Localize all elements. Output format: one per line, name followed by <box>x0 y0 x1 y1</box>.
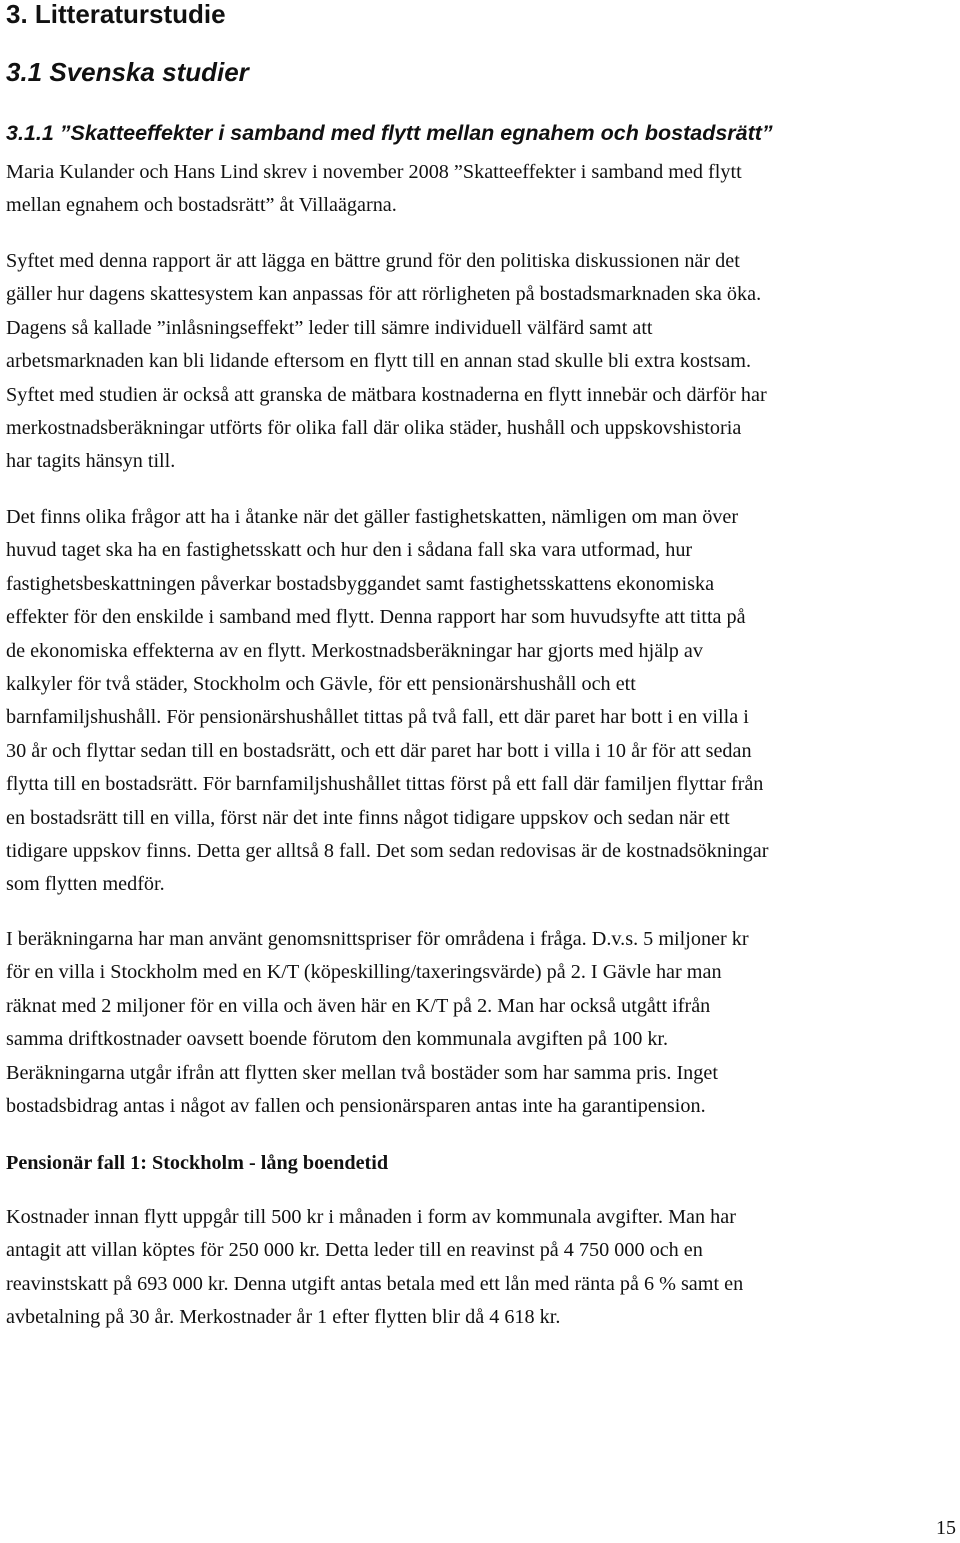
purpose-paragraph <box>6 245 960 479</box>
paragraph-line: för en villa i Stockholm med en K/T (köpeskilling/taxeringsvärde) på 2. I Gävle har man <box>6 961 722 984</box>
paragraph-line: antagit att villan köptes för 250 000 kr. Detta leder till en reavinst på 4 750 000 och en <box>6 1239 703 1262</box>
paragraph-line: huvud taget ska ha en fastighetsskatt och hur den i sådana fall ska vara utformad, hur <box>6 539 693 562</box>
paragraph-line: effekter för den enskilde i samband med flytt. Denna rapport har som huvudsyfte att titta på <box>6 606 746 629</box>
paragraph-line: en bostadsrätt till en villa, först när det inte finns något tidigare uppskov och sedan när ett <box>6 806 730 829</box>
paragraph-line: mellan egnahem och bostadsrätt” åt Villaägarna. <box>6 194 397 217</box>
section-heading: 3.1 Svenska studier <box>6 57 249 87</box>
paragraph-line: gäller hur dagens skattesystem kan anpassas för att rörligheten på bostadsmarknaden ska öka. <box>6 283 762 306</box>
page-number: 15 <box>936 1517 956 1539</box>
paragraph-line: samma driftkostnader oavsett boende förutom den kommunala avgiften på 100 kr. <box>6 1028 669 1051</box>
paragraph-line: Kostnader innan flytt uppgår till 500 kr i månaden i form av kommunala avgifter. Man har <box>6 1206 736 1228</box>
paragraph-line: I beräkningarna har man använt genomsnittspriser för områdena i fråga. D.v.s. 5 miljoner kr <box>6 928 749 950</box>
paragraph-line: avbetalning på 30 år. Merkostnader år 1 efter flytten blir då 4 618 kr. <box>6 1306 561 1329</box>
paragraph-line: Beräkningarna utgår ifrån att flytten sker mellan två bostäder som har samma pris. Inget <box>6 1061 718 1084</box>
intro-paragraph <box>6 156 960 223</box>
case-paragraph <box>6 1201 960 1335</box>
paragraph-line: barnfamiljshushåll. För pensionärshushållet tittas på två fall, ett där paret har bott i en villa i <box>6 706 749 729</box>
paragraph-line: Syftet med studien är också att granska de mätbara kostnaderna en flytt innebär och därför har <box>6 383 767 406</box>
case-heading: Pensionär fall 1: Stockholm - lång boendetid <box>6 1152 389 1174</box>
paragraph-line: fastighetsbeskattningen påverkar bostadsbyggandet samt fastighetsskattens ekonomiska <box>6 572 715 595</box>
paragraph-line: reavinstskatt på 693 000 kr. Denna utgift antas betala med ett lån med ränta på 6 % samt en <box>6 1272 744 1295</box>
paragraph-line: arbetsmarknaden kan bli lidande eftersom en flytt till en annan stad skulle bli extra kostsam. <box>6 350 752 373</box>
paragraph-line: som flytten medför. <box>6 873 165 896</box>
paragraph-line: har tagits hänsyn till. <box>6 450 176 473</box>
paragraph-line: flytta till en bostadsrätt. För barnfamiljshushållet tittas först på ett fall där familjen flyttar från <box>6 773 764 796</box>
subsection-heading: 3.1.1 ”Skatteeffekter i samband med flytt mellan egnahem och bostadsrätt” <box>6 121 773 145</box>
calculations-paragraph <box>6 923 960 1123</box>
paragraph-line: tidigare uppskov finns. Detta ger alltså 8 fall. Det som sedan redovisas är de kostnadsökningar <box>6 840 769 863</box>
paragraph-line: de ekonomiska effekterna av en flytt. Merkostnadsberäkningar har gjorts med hjälp av <box>6 639 703 662</box>
paragraph-line: Maria Kulander och Hans Lind skrev i november 2008 ”Skatteeffekter i samband med flytt <box>6 161 742 183</box>
paragraph-line: Syftet med denna rapport är att lägga en bättre grund för den politiska diskussionen när det <box>6 250 740 272</box>
paragraph-line: 30 år och flyttar sedan till en bostadsrätt, och ett där paret har bott i villa i 10 år för att sedan <box>6 739 752 762</box>
paragraph-line: bostadsbidrag antas i något av fallen och pensionärsparen antas inte ha garantipension. <box>6 1095 706 1118</box>
questions-paragraph <box>6 501 960 902</box>
paragraph-line: kalkyler för två städer, Stockholm och Gävle, för ett pensionärshushåll och ett <box>6 673 636 696</box>
paragraph-line: Dagens så kallade ”inlåsningseffekt” leder till sämre individuell välfärd samt att <box>6 316 653 339</box>
paragraph-line: Det finns olika frågor att ha i åtanke när det gäller fastighetskatten, nämligen om man över <box>6 506 739 528</box>
paragraph-line: merkostnadsberäkningar utförts för olika fall där olika städer, hushåll och uppskovshistoria <box>6 417 742 440</box>
paragraph-line: räknat med 2 miljoner för en villa och även här en K/T på 2. Man har också utgått ifrån <box>6 994 711 1017</box>
chapter-heading: 3. Litteraturstudie <box>6 0 226 29</box>
